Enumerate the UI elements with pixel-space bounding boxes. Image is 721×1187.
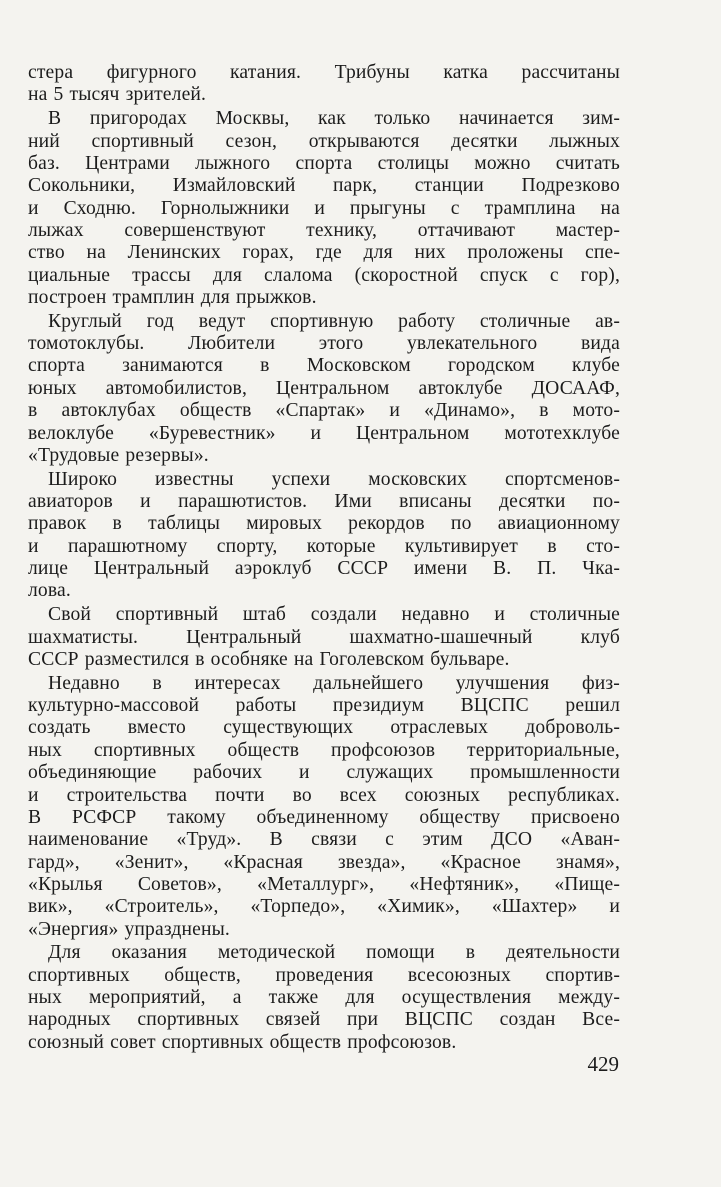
text-line: «Трудовые резервы». bbox=[28, 444, 209, 466]
text-line: Свой спортивный штаб создали недавно и столичные bbox=[48, 604, 620, 626]
text-line: и строительства почти во всех союзных республиках. bbox=[28, 784, 620, 806]
text-line: гард», «Зенит», «Красная звезда», «Красное знамя», bbox=[28, 851, 620, 873]
paragraph bbox=[28, 673, 620, 941]
text-line: Для оказания методической помощи в деятельности bbox=[48, 942, 620, 964]
text-line: построен трамплин для прыжков. bbox=[28, 286, 317, 308]
text-line: объединяющие рабочих и служащих промышленности bbox=[28, 762, 620, 784]
text-line: Сокольники, Измайловский парк, станции Подрезково bbox=[28, 175, 620, 197]
text-line: наименование «Труд». В связи с этим ДСО «Аван- bbox=[28, 829, 620, 851]
paragraph bbox=[28, 311, 620, 467]
text-line: союзный совет спортивных обществ профсоюзов. bbox=[28, 1031, 457, 1053]
paragraph bbox=[28, 604, 620, 671]
text-line: циальные трассы для слалома (скоростной спуск с гор), bbox=[28, 264, 620, 286]
text-line: и Сходню. Горнолыжники и прыгуны с трамплина на bbox=[28, 197, 620, 219]
text-line: спортивных обществ, проведения всесоюзных спортив- bbox=[28, 964, 620, 986]
text-line: вик», «Строитель», «Торпедо», «Химик», «Шахтер» и bbox=[28, 896, 620, 918]
text-line: лова. bbox=[28, 580, 71, 602]
text-line: «Энергия» упразднены. bbox=[28, 918, 230, 940]
text-line: лице Центральный аэроклуб СССР имени В. П. Чка- bbox=[28, 558, 620, 580]
text-line: томотоклубы. Любители этого увлекательного вида bbox=[28, 333, 620, 355]
text-line: велоклубе «Буревестник» и Центральном мототехклубе bbox=[28, 422, 620, 444]
text-line: спорта занимаются в Московском городском клубе bbox=[28, 355, 620, 377]
text-line: авиаторов и парашютистов. Ими вписаны десятки по- bbox=[28, 491, 620, 513]
text-line: стера фигурного катания. Трибуны катка рассчитаны bbox=[28, 62, 620, 83]
page-number: 429 bbox=[587, 1052, 619, 1076]
text-line: шахматисты. Центральный шахматно-шашечный клуб bbox=[28, 626, 620, 648]
text-line: баз. Центрами лыжного спорта столицы можно считать bbox=[28, 152, 620, 174]
paragraph bbox=[28, 942, 620, 1054]
text-line: правок в таблицы мировых рекордов по авиационному bbox=[28, 513, 620, 535]
paragraph bbox=[28, 469, 620, 603]
text-line: народных спортивных связей при ВЦСПС создан Все- bbox=[28, 1009, 620, 1031]
text-line: на 5 тысяч зрителей. bbox=[28, 84, 207, 106]
text-line: ных мероприятий, а также для осуществления между- bbox=[28, 987, 620, 1009]
text-line: и парашютному спорту, которые культивирует в сто- bbox=[28, 535, 620, 557]
text-line: ных спортивных обществ профсоюзов территориальные, bbox=[28, 739, 620, 761]
text-line: В РСФСР такому объединенному обществу присвоено bbox=[28, 806, 620, 828]
text-line: Широко известны успехи московских спортсменов- bbox=[48, 468, 620, 490]
text-line: «Крылья Советов», «Металлург», «Нефтяник», «Пище- bbox=[28, 873, 620, 895]
text-line: лыжах совершенствуют технику, оттачивают мастер- bbox=[28, 219, 620, 241]
paragraph bbox=[28, 62, 620, 107]
text-line: В пригородах Москвы, как только начинается зим- bbox=[48, 108, 620, 130]
text-line: Недавно в интересах дальнейшего улучшения физ- bbox=[48, 672, 620, 694]
text-line: ство на Ленинских горах, где для них проложены спе- bbox=[28, 242, 620, 264]
paragraph bbox=[28, 108, 620, 309]
text-line: создать вместо существующих отраслевых доброволь- bbox=[28, 717, 620, 739]
text-line: в автоклубах обществ «Спартак» и «Динамо», в мото- bbox=[28, 400, 620, 422]
text-line: ний спортивный сезон, открываются десятки лыжных bbox=[28, 130, 620, 152]
text-line: СССР разместился в особняке на Гоголевском бульваре. bbox=[28, 648, 510, 670]
text-line: культурно-массовой работы президиум ВЦСПС решил bbox=[28, 695, 620, 717]
page-body bbox=[28, 62, 620, 1056]
body-text bbox=[28, 62, 620, 1054]
text-line: юных автомобилистов, Центральном автоклубе ДОСААФ, bbox=[28, 377, 620, 399]
text-line: Круглый год ведут спортивную работу столичные ав- bbox=[48, 310, 620, 332]
